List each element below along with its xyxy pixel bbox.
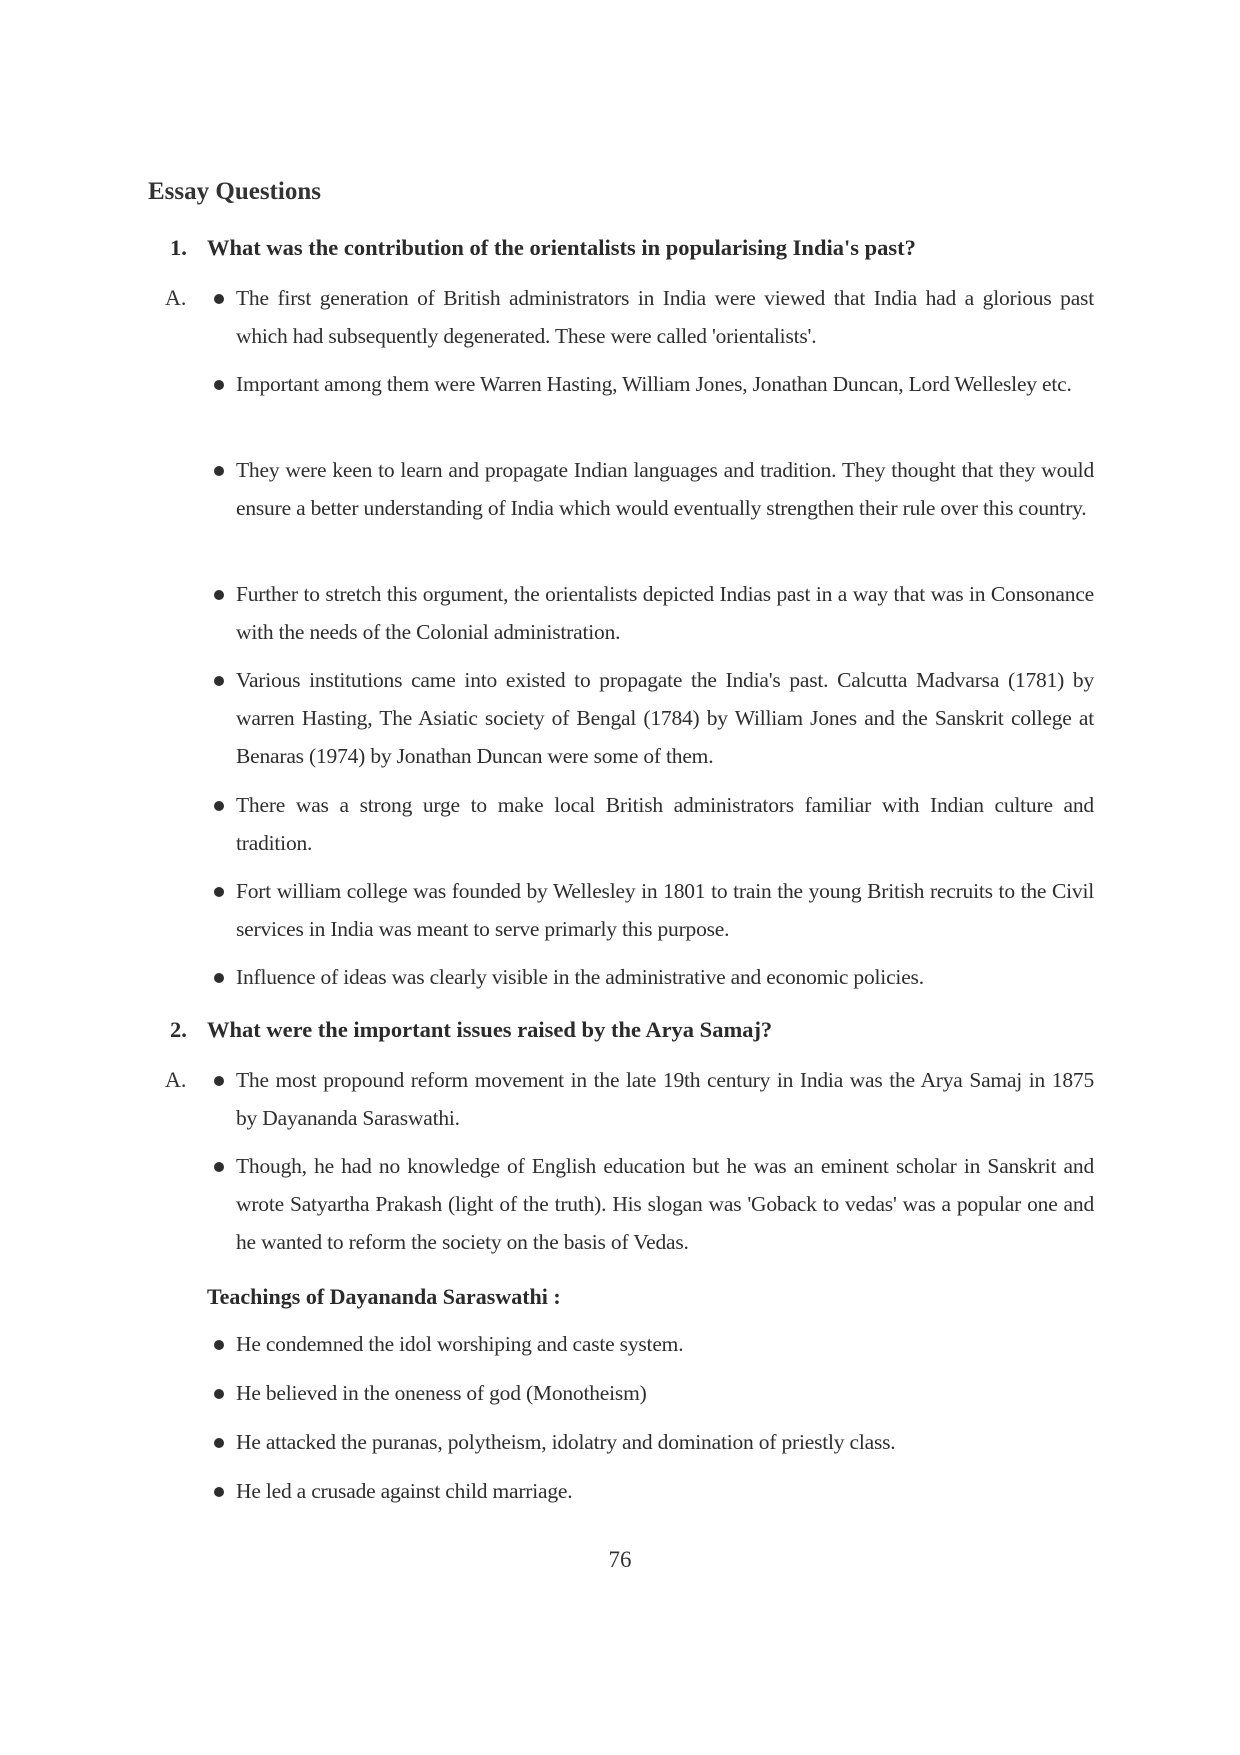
- list-item: [210, 1147, 1094, 1261]
- list-item: [210, 575, 1094, 651]
- bullet-icon: [214, 1162, 224, 1172]
- bullet-icon: [214, 676, 224, 686]
- answer-label: A.: [165, 285, 187, 310]
- bullet-icon: [214, 1438, 224, 1448]
- question-2: [170, 1017, 772, 1043]
- list-item-text: The most propound reform movement in the late 19th century in India was the Arya Samaj in 1875 by Dayananda Saraswathi.: [236, 1068, 1094, 1130]
- list-item: [210, 1061, 1094, 1137]
- bullet-icon: [214, 801, 224, 811]
- list-item-text: He led a crusade against child marriage.: [236, 1479, 573, 1503]
- question-number: 2.: [170, 1017, 187, 1042]
- list-item-text: Important among them were Warren Hasting, William Jones, Jonathan Duncan, Lord Wellesley etc.: [236, 372, 1072, 396]
- question-text: What was the contribution of the orientalists in popularising India's past?: [207, 235, 916, 260]
- list-item: [210, 786, 1094, 862]
- bullet-icon: [214, 590, 224, 600]
- list-item-text: He believed in the oneness of god (Monotheism): [236, 1381, 647, 1405]
- list-item: [210, 1423, 1094, 1461]
- list-item: [210, 1472, 1094, 1510]
- bullet-icon: [214, 1487, 224, 1497]
- section-heading: Essay Questions: [148, 178, 321, 205]
- list-item: [210, 279, 1094, 355]
- list-item-text: Though, he had no knowledge of English education but he was an eminent scholar in Sanskrit and wrote Satyartha Prakash (light of the truth). His slogan was 'Goback to vedas' was a popular one and he wanted to reform the society on the basis of Vedas.: [236, 1154, 1094, 1254]
- list-item-text: There was a strong urge to make local British administrators familiar with Indian culture and tradition.: [236, 793, 1094, 855]
- list-item: [210, 1325, 1094, 1363]
- list-item: [210, 365, 1094, 403]
- list-item-text: Fort william college was founded by Wellesley in 1801 to train the young British recruits to the Civil services in India was meant to serve primarly this purpose.: [236, 879, 1094, 941]
- list-item-text: Various institutions came into existed to propagate the India's past. Calcutta Madvarsa (1781) by warren Hasting, The Asiatic society of Bengal (1784) by William Jones and the Sanskrit college at Benaras (1974) by Jonathan Duncan were some of them.: [236, 668, 1094, 768]
- question-text: What were the important issues raised by the Arya Samaj?: [207, 1017, 773, 1042]
- answer-label: A.: [165, 1067, 187, 1092]
- list-item: [210, 1374, 1094, 1412]
- bullet-icon: [214, 294, 224, 304]
- list-item-text: The first generation of British administrators in India were viewed that India had a glorious past which had subsequently degenerated. These were called 'orientalists'.: [236, 286, 1094, 348]
- bullet-icon: [214, 380, 224, 390]
- page-number: 76: [608, 1547, 632, 1572]
- bullet-icon: [214, 973, 224, 983]
- question-1: [170, 235, 916, 261]
- teachings-subheading: Teachings of Dayananda Saraswathi :: [207, 1284, 561, 1309]
- list-item: [210, 872, 1094, 948]
- list-item-text: Further to stretch this orgument, the orientalists depicted Indias past in a way that was in Consonance with the needs of the Colonial administration.: [236, 582, 1094, 644]
- list-item-text: He condemned the idol worshiping and caste system.: [236, 1332, 684, 1356]
- list-item: [210, 451, 1094, 527]
- bullet-icon: [214, 887, 224, 897]
- bullet-icon: [214, 1340, 224, 1350]
- list-item: [210, 958, 1094, 996]
- list-item-text: He attacked the puranas, polytheism, idolatry and domination of priestly class.: [236, 1430, 896, 1454]
- bullet-icon: [214, 1076, 224, 1086]
- list-item-text: Influence of ideas was clearly visible in the administrative and economic policies.: [236, 965, 924, 989]
- list-item: [210, 661, 1094, 775]
- bullet-icon: [214, 466, 224, 476]
- list-item-text: They were keen to learn and propagate Indian languages and tradition. They thought that they would ensure a better understanding of India which would eventually strengthen their rule over this country.: [236, 458, 1094, 520]
- bullet-icon: [214, 1389, 224, 1399]
- question-number: 1.: [170, 235, 187, 260]
